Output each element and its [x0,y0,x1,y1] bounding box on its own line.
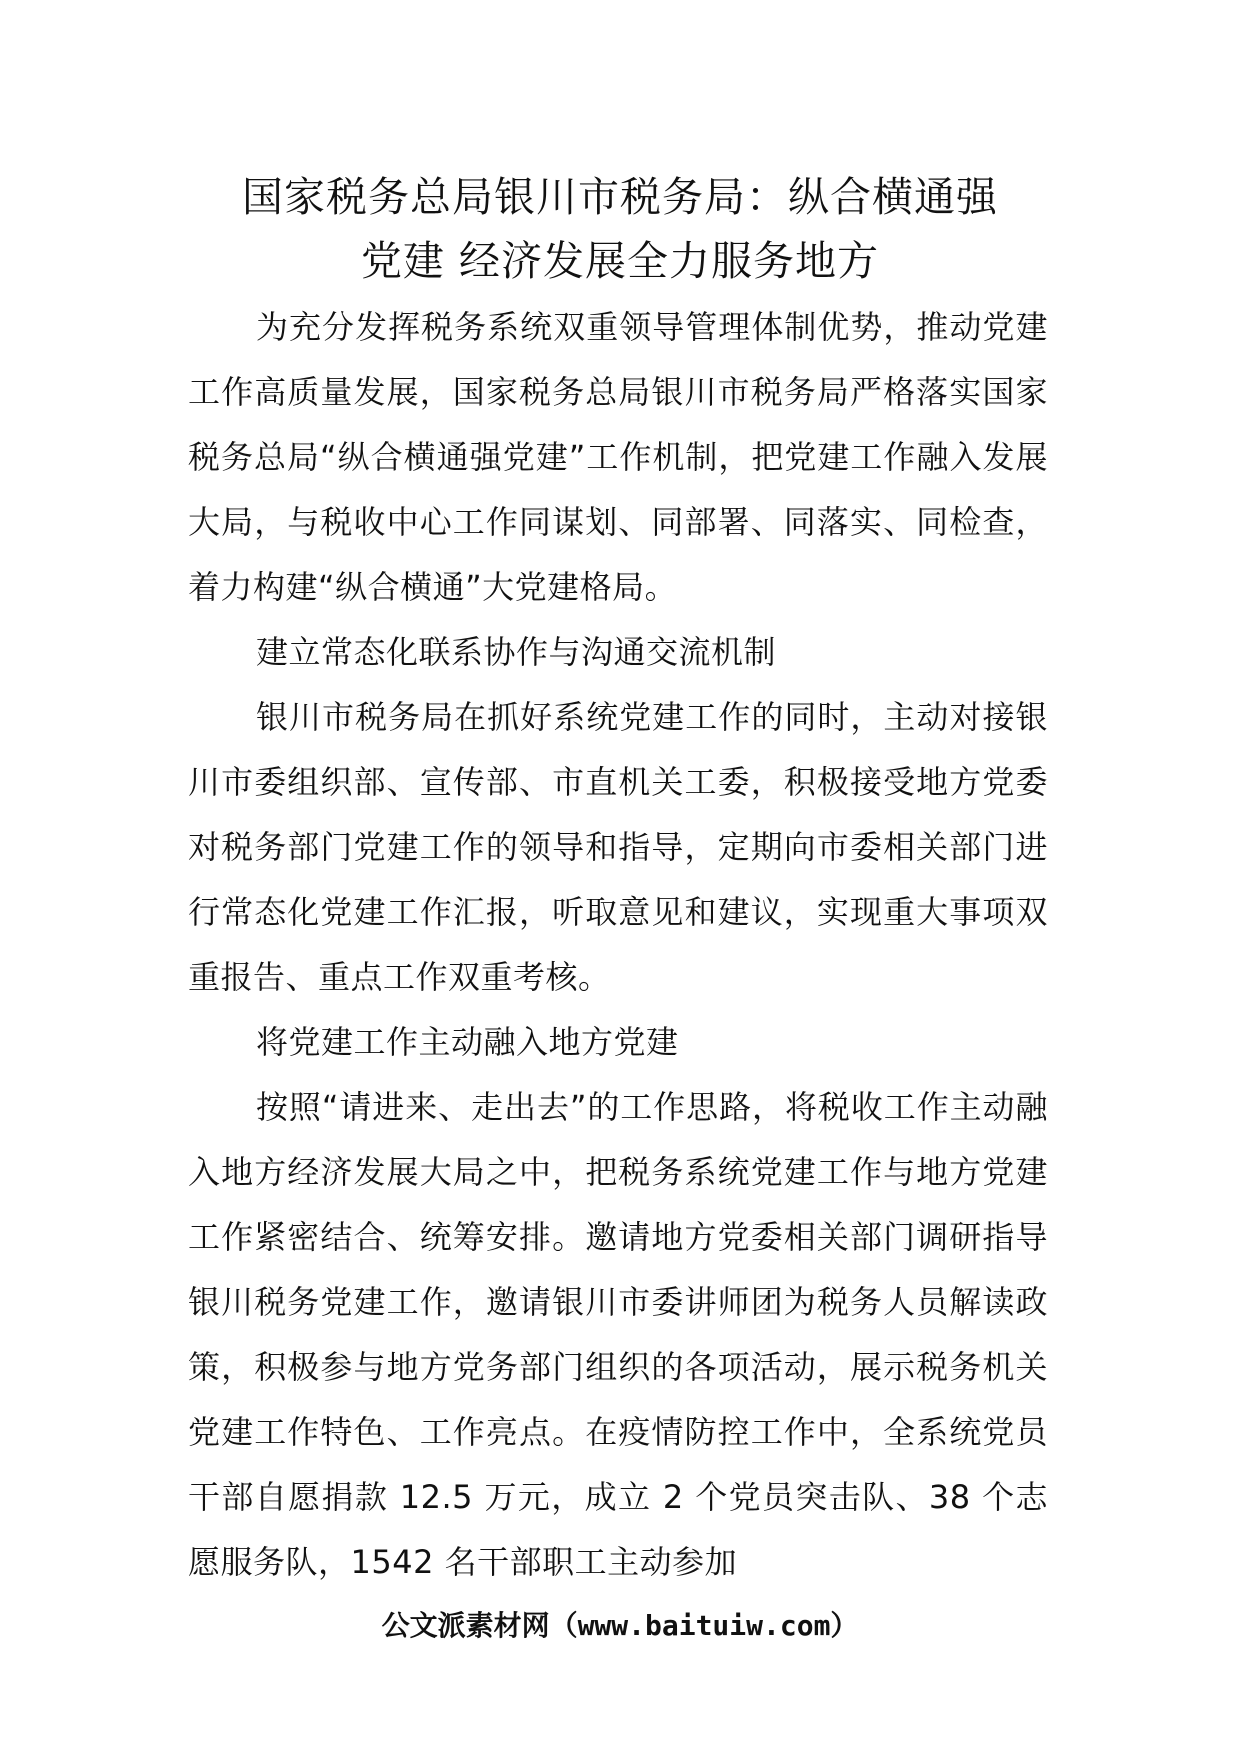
document-title [150,165,1090,293]
title-line-2: 党建 经济发展全力服务地方 [360,237,880,285]
title-line-1: 国家税务总局银川市税务局：纵合横通强 [242,173,998,221]
body-paragraph: 银川市税务局在抓好系统党建工作的同时，主动对接银川市委组织部、宣传部、市直机关工委，积极接受地方党委对税务部门党建工作的领导和指导，定期向市委相关部门进行常态化党建工作汇报，听取意见和建议，实现重大事项双重报告、重点工作双重考核。 [188,698,1048,996]
section-heading: 将党建工作主动融入地方党建 [256,1023,679,1061]
section-heading: 建立常态化联系协作与沟通交流机制 [256,633,777,671]
footer-watermark: 公文派素材网（www.baituiw.com） [381,1609,859,1642]
body-paragraph: 为充分发挥税务系统双重领导管理体制优势，推动党建工作高质量发展，国家税务总局银川市税务局严格落实国家税务总局“纵合横通强党建”工作机制，把党建工作融入发展大局，与税收中心工作同谋划、同部署、同落实、同检查，着力构建“纵合横通”大党建格局。 [188,308,1048,606]
document-body [188,295,1048,1595]
body-paragraph: 按照“请进来、走出去”的工作思路，将税收工作主动融入地方经济发展大局之中，把税务系统党建工作与地方党建工作紧密结合、统筹安排。邀请地方党委相关部门调研指导银川税务党建工作，邀请银川市委讲师团为税务人员解读政策，积极参与地方党务部门组织的各项活动，展示税务机关党建工作特色、工作亮点。在疫情防控工作中，全系统党员干部自愿捐款 12.5 万元，成立 2 个党员突击队、38 个志愿服务队，1542 名干部职工主动参加 [188,1088,1048,1581]
